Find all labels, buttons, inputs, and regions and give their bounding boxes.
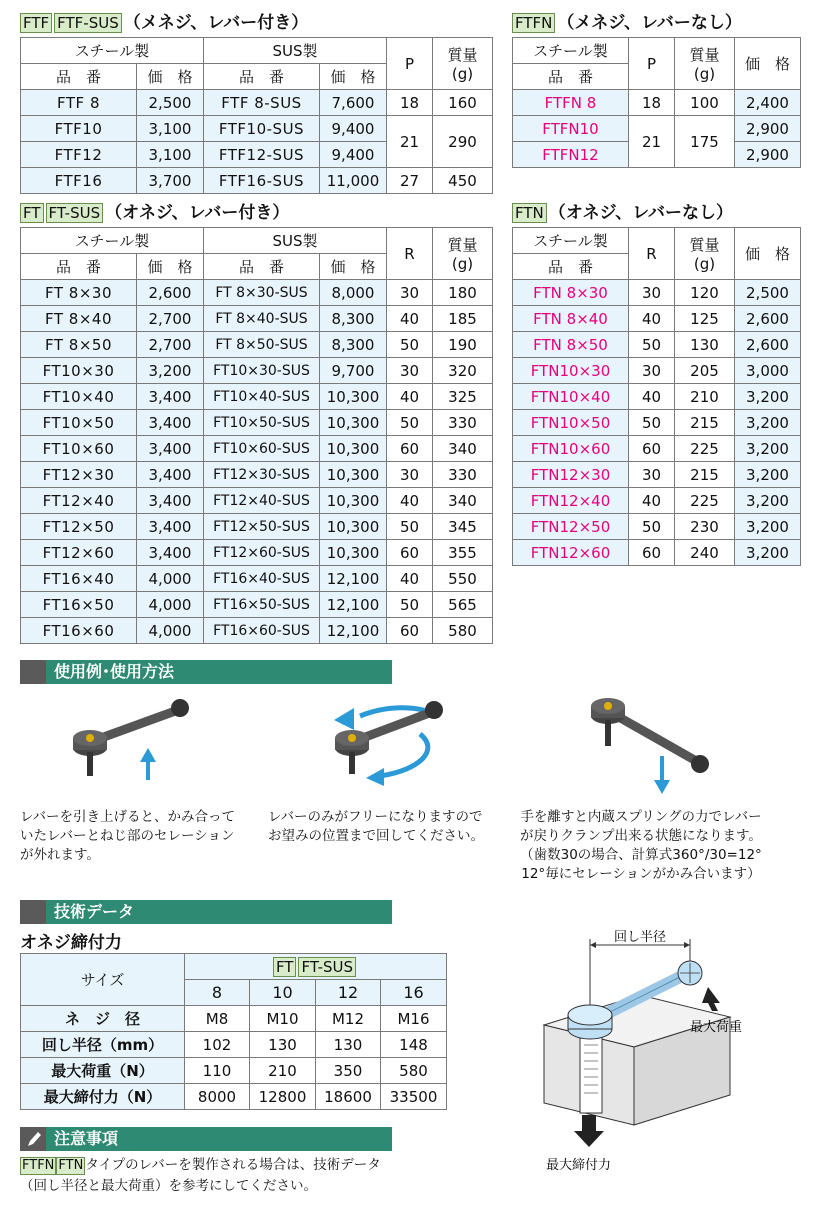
clamping-force-diagram — [530, 925, 790, 1175]
ftfn-head-p: P — [629, 38, 675, 90]
table-row: FT10×40 3,400 FT10×40-SUS 10,300 40 325 — [21, 384, 493, 410]
tech-title: 技術データ — [54, 902, 135, 921]
table-row: FTN 8×40 40 125 2,600 — [513, 306, 801, 332]
tech-table: サイズ FT FT-SUS 8 10 12 16 ネ ジ 径 M8 M10 M12 M16 回し半径（mm） 102 130 130 148 最大荷重（N） 110 210 350 580 最大締付力（N） 8000 12800 18600 33500 — [20, 953, 447, 1110]
ftfn-title — [512, 12, 742, 34]
usage-caption-1: レバーを引き上げると、かみ合って いたレバーとねじ部のセレーション が外れます。 — [20, 809, 236, 863]
table-row: FT12×50 3,400 FT12×50-SUS 10,300 50 345 — [21, 514, 493, 540]
ft-tag: FT — [20, 203, 44, 223]
table-row: FT16×60 4,000 FT16×60-SUS 12,100 60 580 — [21, 618, 493, 644]
ft-head-mass: 質量 (g) — [433, 228, 493, 280]
ftf-head-p: P — [387, 38, 433, 90]
ftf-head-sus-part: 品 番 — [204, 64, 320, 90]
table-row: FT 8×50 2,700 FT 8×50-SUS 8,300 50 190 — [21, 332, 493, 358]
table-row: FT16×40 4,000 FT16×40-SUS 12,100 40 550 — [21, 566, 493, 592]
caution-line-2: （回し半径と最大荷重）を参考にしてください。 — [20, 1178, 317, 1194]
table-row: FTN12×60 60 240 3,200 — [513, 540, 801, 566]
table-row: FT12×30 3,400 FT12×30-SUS 10,300 30 330 — [21, 462, 493, 488]
ftf-title-text: （メネジ、レバー付き） — [123, 13, 309, 33]
ft-head-price: 価 格 — [137, 254, 204, 280]
usage-caption-2: レバーのみがフリーになりますので お望みの位置まで回してください。 — [268, 809, 484, 844]
ftn-title-text: （オネジ、レバーなし） — [548, 203, 734, 223]
table-row: FT 8×40 2,700 FT 8×40-SUS 8,300 40 185 — [21, 306, 493, 332]
table-row: FTF12 3,100 FTF12-SUS 9,400 — [21, 142, 493, 168]
table-row: FTFN 8 18 100 2,400 — [513, 90, 801, 116]
max-load-arrow-icon — [702, 987, 720, 1011]
ftf-table — [20, 37, 493, 194]
table-row: FT10×60 3,400 FT10×60-SUS 10,300 60 340 — [21, 436, 493, 462]
ft-head-sus-part: 品 番 — [204, 254, 320, 280]
ftf-tag: FTF — [20, 13, 52, 33]
ft-table — [20, 227, 493, 644]
ft-title-text: （オネジ、レバー付き） — [105, 203, 290, 223]
table-row: FT16×50 4,000 FT16×50-SUS 12,100 50 565 — [21, 592, 493, 618]
table-row: FTN 8×50 50 130 2,600 — [513, 332, 801, 358]
ftf-head-mass: 質量 (g) — [433, 38, 493, 90]
table-row: FTN10×30 30 205 3,000 — [513, 358, 801, 384]
usage-title: 使用例･使用方法 — [54, 662, 175, 681]
ftn-table — [512, 227, 801, 566]
tech-ft-sus-tag: FT-SUS — [298, 957, 356, 977]
pencil-icon — [26, 1130, 42, 1148]
diagram-load-label: 最大荷重 — [690, 1020, 743, 1035]
tech-ft-tag: FT — [273, 957, 297, 977]
ftf-head-price: 価 格 — [137, 64, 204, 90]
caution-line-1: FTFN FTN タイプのレバーを製作される場合は、技術データ — [22, 1157, 381, 1173]
table-row: 最大締付力（N） 8000 12800 18600 33500 — [21, 1084, 447, 1110]
ftn-head-r: R — [629, 228, 675, 280]
ft-head-part: 品 番 — [21, 254, 137, 280]
table-row: FT 8×30 2,600 FT 8×30-SUS 8,000 30 180 — [21, 280, 493, 306]
ftfn-head-mass: 質量 (g) — [675, 38, 735, 90]
ftf-head-part: 品 番 — [21, 64, 137, 90]
table-row: ネ ジ 径 M8 M10 M12 M16 — [21, 1006, 447, 1032]
table-row: FTN12×40 40 225 3,200 — [513, 488, 801, 514]
table-row: FT12×40 3,400 FT12×40-SUS 10,300 40 340 — [21, 488, 493, 514]
rotate-bottom-arrow-icon — [366, 768, 384, 786]
table-row: 回し半径（mm） 102 130 130 148 — [21, 1032, 447, 1058]
tech-head-size: サイズ — [21, 954, 185, 1006]
ftf-head-steel: スチール製 — [21, 38, 204, 64]
tech-head-tags — [185, 954, 447, 980]
ftn-head-steel: スチール製 — [513, 228, 629, 254]
max-force-arrow-icon — [574, 1115, 604, 1147]
ftfn-tag: FTFN — [512, 13, 555, 33]
ftfn-head-steel: スチール製 — [513, 38, 629, 64]
table-row: FTN12×30 30 215 3,200 — [513, 462, 801, 488]
table-row: FTFN12 2,900 — [513, 142, 801, 168]
caution-ftfn-tag: FTFN — [22, 1158, 55, 1173]
ftfn-head-price: 価 格 — [735, 38, 801, 90]
caution-title: 注意事項 — [54, 1129, 119, 1148]
lever-lift-illustration — [60, 690, 200, 800]
tech-subtitle: オネジ締付力 — [20, 933, 122, 953]
table-row: FTF16 3,700 FTF16-SUS 11,000 27 450 — [21, 168, 493, 194]
table-row: FTFN10 21 175 2,900 — [513, 116, 801, 142]
ftf-title — [20, 12, 308, 34]
ftfn-head-part: 品 番 — [513, 64, 629, 90]
ft-title — [20, 202, 289, 224]
table-row: FTN10×40 40 210 3,200 — [513, 384, 801, 410]
table-row: FTN12×50 50 230 3,200 — [513, 514, 801, 540]
rotate-left-arrow-icon — [334, 708, 354, 730]
up-arrow-icon — [140, 748, 156, 780]
ftf-head-sus: SUS製 — [204, 38, 387, 64]
ftn-title — [512, 202, 733, 224]
ft-sus-tag: FT-SUS — [46, 203, 104, 223]
lever-rotate-illustration — [320, 690, 470, 800]
tech-header — [20, 900, 392, 924]
ftn-tag: FTN — [512, 203, 547, 223]
table-row: FTN10×50 50 215 3,200 — [513, 410, 801, 436]
ftn-head-part: 品 番 — [513, 254, 629, 280]
ftn-head-mass: 質量 (g) — [675, 228, 735, 280]
ftfn-title-text: （メネジ、レバーなし） — [557, 13, 742, 33]
ftf-head-sus-price: 価 格 — [320, 64, 387, 90]
lever-return-illustration — [580, 690, 730, 800]
table-row: FTF 8 2,500 FTF 8-SUS 7,600 18 160 — [21, 90, 493, 116]
table-row: FT10×30 3,200 FT10×30-SUS 9,700 30 320 — [21, 358, 493, 384]
ft-head-sus: SUS製 — [204, 228, 387, 254]
ftf-sus-tag: FTF-SUS — [54, 13, 122, 33]
usage-header — [20, 660, 392, 684]
ftn-head-price: 価 格 — [735, 228, 801, 280]
table-row: FT10×50 3,400 FT10×50-SUS 10,300 50 330 — [21, 410, 493, 436]
table-row: 最大荷重（N） 110 210 350 580 — [21, 1058, 447, 1084]
table-row: FT12×60 3,400 FT12×60-SUS 10,300 60 355 — [21, 540, 493, 566]
table-row: FTN 8×30 30 120 2,500 — [513, 280, 801, 306]
table-row: FTF10 3,100 FTF10-SUS 9,400 21 290 — [21, 116, 493, 142]
down-arrow-icon — [654, 756, 670, 794]
caution-header — [20, 1127, 392, 1151]
ft-head-r: R — [387, 228, 433, 280]
ft-head-sus-price: 価 格 — [320, 254, 387, 280]
diagram-radius-label: 回し半径 — [613, 930, 667, 945]
ftfn-table — [512, 37, 801, 168]
table-row: FTN10×60 60 225 3,200 — [513, 436, 801, 462]
caution-ftn-tag: FTN — [58, 1158, 84, 1173]
diagram-force-label: 最大締付力 — [546, 1158, 612, 1173]
ft-head-steel: スチール製 — [21, 228, 204, 254]
usage-caption-3: 手を離すと内蔵スプリングの力でレバー が戻りクランプ出来る状態になります。 （歯数30の場合、計算式360°/30=12° 12°毎にセレーションがかみ合います） — [520, 809, 762, 882]
